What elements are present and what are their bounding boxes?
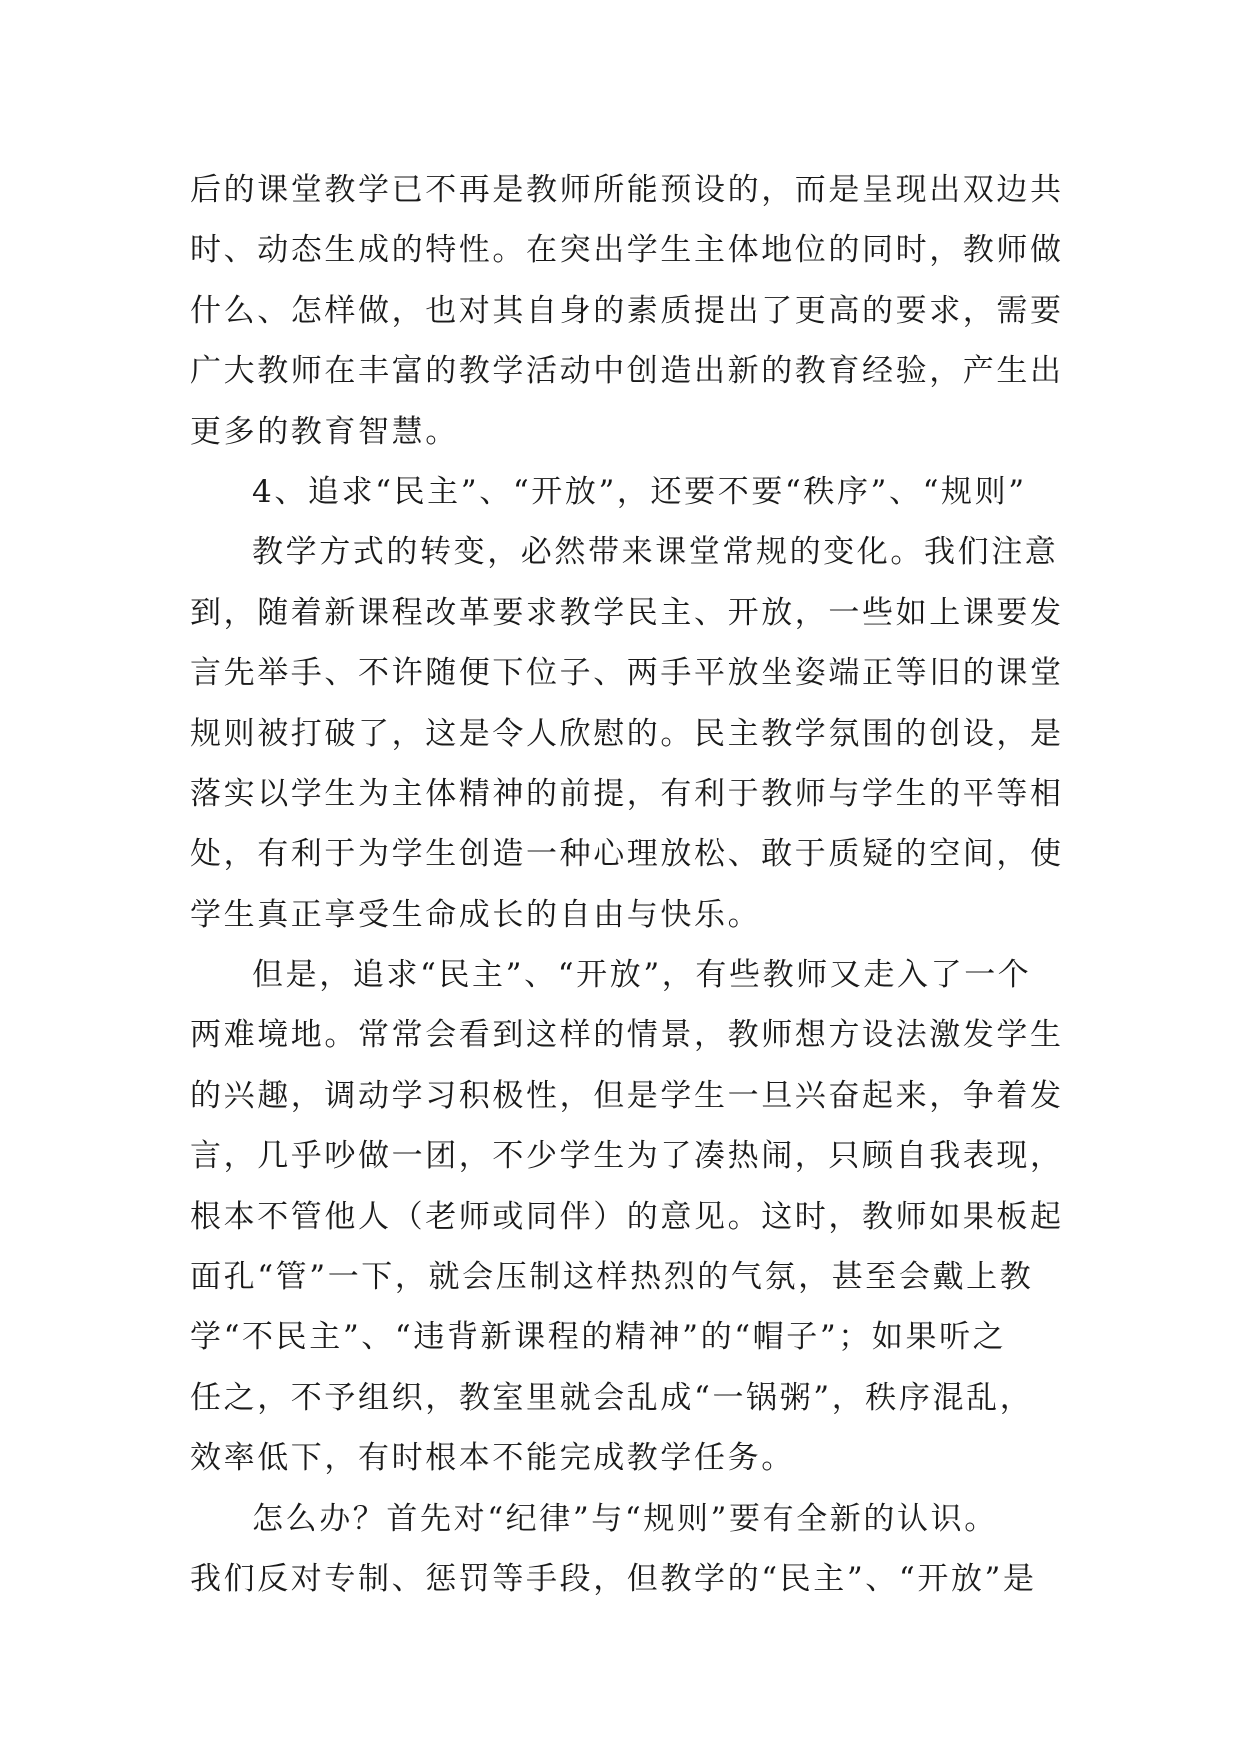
text-line: 效率低下，有时根本不能完成教学任务。: [190, 1440, 795, 1477]
text-line: 任之，不予组织，教室里就会乱成“一锅粥”，秩序混乱，: [190, 1379, 1034, 1416]
text-line: 处，有利于为学生创造一种心理放松、敢于质疑的空间，使: [190, 836, 1064, 873]
text-line: 后的课堂教学已不再是教师所能预设的，而是呈现出双边共: [190, 172, 1064, 208]
section-heading: 4、追求“民主”、“开放”，还要不要“秩序”、“规则”: [252, 473, 1027, 510]
text-line: 广大教师在丰富的教学活动中创造出新的教育经验，产生出: [190, 353, 1064, 390]
paragraph-start: 教学方式的转变，必然带来课堂常规的变化。我们注意: [252, 534, 1059, 571]
paragraph-start: 怎么办？首先对“纪律”与“规则”要有全新的认识。: [252, 1500, 998, 1537]
text-line: 面孔“管”一下，就会压制这样热烈的气氛，甚至会戴上教: [190, 1259, 1034, 1296]
text-line: 学生真正享受生命成长的自由与快乐。: [190, 896, 762, 933]
text-line: 规则被打破了，这是令人欣慰的。民主教学氛围的创设，是: [190, 715, 1064, 752]
text-line: 的兴趣，调动学习积极性，但是学生一旦兴奋起来，争着发: [190, 1077, 1064, 1114]
text-line: 两难境地。常常会看到这样的情景，教师想方设法激发学生: [190, 1017, 1064, 1054]
text-line: 我们反对专制、惩罚等手段，但教学的“民主”、“开放”是: [190, 1560, 1037, 1597]
text-line: 根本不管他人（老师或同伴）的意见。这时，教师如果板起: [190, 1198, 1064, 1235]
body-text: [190, 160, 1064, 1609]
text-line: 言，几乎吵做一团，不少学生为了凑热闹，只顾自我表现，: [190, 1138, 1064, 1175]
text-line: 更多的教育智慧。: [190, 413, 459, 450]
paragraph-start: 但是，追求“民主”、“开放”，有些教师又走入了一个: [252, 957, 1032, 994]
text-line: 言先举手、不许随便下位子、两手平放坐姿端正等旧的课堂: [190, 655, 1064, 692]
text-line: 什么、怎样做，也对其自身的素质提出了更高的要求，需要: [190, 292, 1064, 329]
text-line: 时、动态生成的特性。在突出学生主体地位的同时，教师做: [190, 232, 1064, 269]
text-line: 学“不民主”、“违背新课程的精神”的“帽子”；如果听之: [190, 1319, 1007, 1356]
text-line: 到，随着新课程改革要求教学民主、开放，一些如上课要发: [190, 594, 1064, 631]
text-line: 落实以学生为主体精神的前提，有利于教师与学生的平等相: [190, 775, 1064, 812]
